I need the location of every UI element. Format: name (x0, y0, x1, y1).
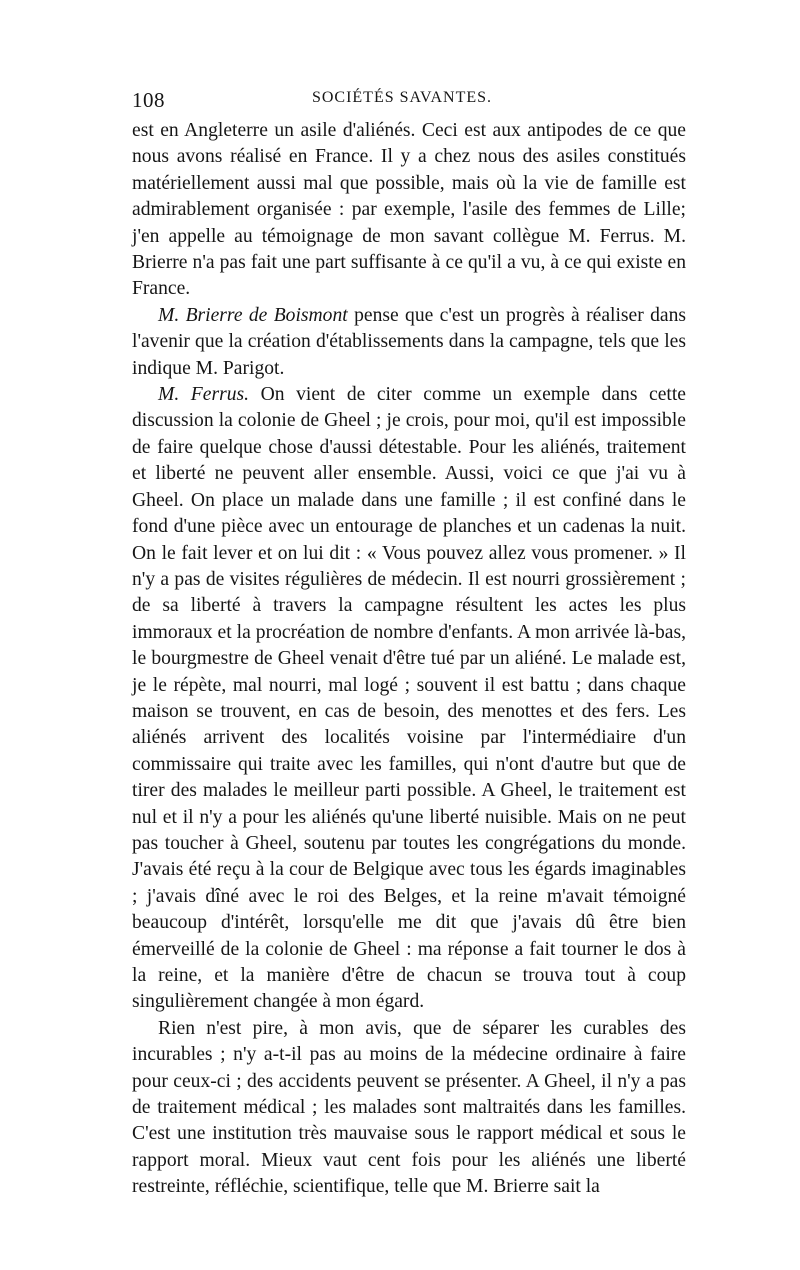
paragraph-conclusion (132, 1016, 686, 1201)
running-title: SOCIÉTÉS SAVANTES. (311, 89, 493, 106)
paragraph-ferrus (132, 382, 686, 1016)
paragraph-text: On vient de citer comme un exemple dans cette discussion la colonie de Gheel ; je crois, pour moi, qu'il est impossible de faire quelque chose d'aussi détestable. Pour les aliénés, traitement et liberté ne peuvent aller ensemble. Aussi, voici ce que j'ai vu à Gheel. On place un malade dans une famille ; il est confiné dans le fond d'une pièce avec un entourage de planches et un cadenas la nuit. On le fait lever et on lui dit : « Vous pouvez allez vous promener. » Il n'y a pas de visites régulières de médecin. Il est nourri grossièrement ; de sa liberté à travers la campagne résultent les actes les plus immoraux et la procréation de nombre d'enfants. A mon arrivée là-bas, le bourgmestre de Gheel venait d'être tué par un aliéné. Le malade est, je le répète, mal nourri, mal logé ; souvent il est battu ; dans chaque maison se trouvent, en cas de besoin, des menottes et des fers. Les aliénés arrivent des localités voisine par l'intermédiaire d'un commissaire qui traite avec les familles, qui n'ont d'autre but que de tirer des malades le meilleur parti possible. A Gheel, le traitement est nul et il n'y a pour les aliénés qu'une liberté nuisible. Mais on ne peut pas toucher à Gheel, soutenu par toutes les congrégations du monde. J'avais été reçu à la cour de Belgique avec tous les égards imaginables ; j'avais dîné avec le roi des Belges, et la reine m'avait témoigné beaucoup d'intérêt, lorsqu'elle me dit que j'avais dû être bien émerveillé de la colonie de Gheel : ma réponse a fait tourner le dos à la reine, et la manière d'être de chacun se trouva tout à coup singulièrement changée à mon égard. (132, 384, 686, 1013)
running-head (118, 88, 686, 118)
speaker-name: M. Ferrus. (158, 384, 250, 406)
book-page (118, 88, 686, 1201)
paragraph-text: est en Angleterre un asile d'aliénés. Ceci est aux antipodes de ce que nous avons réalisé en France. Il y a chez nous des asiles constitués matériellement aussi mal que possible, mais où la vie de famille est admirablement organisée : par exemple, l'asile des femmes de Lille; j'en appelle au témoignage de mon savant collègue M. Ferrus. M. Brierre n'a pas fait une part suffisante à ce qu'il a vu, à ce qui existe en France. (132, 120, 686, 300)
page-number: 108 (132, 88, 165, 112)
paragraph-continuation (132, 118, 686, 303)
paragraph-brierre (132, 303, 686, 382)
paragraph-text: Rien n'est pire, à mon avis, que de séparer les curables des incurables ; n'y a-t-il pas au moins de la médecine ordinaire à faire pour ceux-ci ; des accidents peuvent se présenter. A Gheel, il n'y a pas de traitement médical ; les malades sont maltraités dans les familles. C'est une institution très mauvaise sous le rapport médical et sous le rapport moral. Mieux vaut cent fois pour les aliénés une liberté restreinte, réfléchie, scientifique, telle que M. Brierre sait la (132, 1017, 686, 1198)
paragraph-text: pense que c'est un progrès à réaliser dans l'avenir que la création d'établissements dans la campagne, tels que les indique M. Parigot. (132, 304, 687, 379)
speaker-name: M. Brierre de Boismont (158, 304, 348, 326)
body-text (118, 118, 686, 1201)
